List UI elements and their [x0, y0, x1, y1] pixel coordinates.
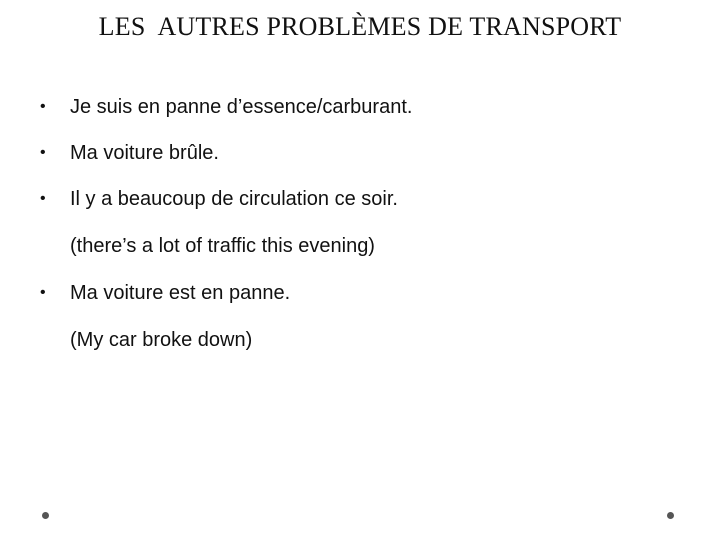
list-item [30, 176, 690, 222]
bullet-icon: • [40, 284, 46, 301]
bullet-text: Je suis en panne d’essence/carburant. [70, 96, 413, 118]
corner-dot-icon [667, 512, 674, 519]
bullet-text: Ma voiture est en panne. [70, 282, 291, 304]
translation-text: (My car broke down) [70, 329, 253, 351]
corner-dot-icon [42, 512, 49, 519]
list-item [30, 130, 690, 176]
list-item [30, 84, 690, 130]
translation-text: (there’s a lot of traffic this evening) [70, 235, 375, 257]
bullet-icon: • [40, 98, 46, 115]
bullet-text: Il y a beaucoup de circulation ce soir. [70, 188, 398, 210]
bullet-text: Ma voiture brûle. [70, 142, 219, 164]
bullet-icon: • [40, 144, 46, 161]
slide-title: LES AUTRES PROBLÈMES DE TRANSPORT [98, 12, 622, 41]
list-item [30, 270, 690, 316]
bullet-icon: • [40, 190, 46, 207]
bullet-list [30, 84, 690, 364]
